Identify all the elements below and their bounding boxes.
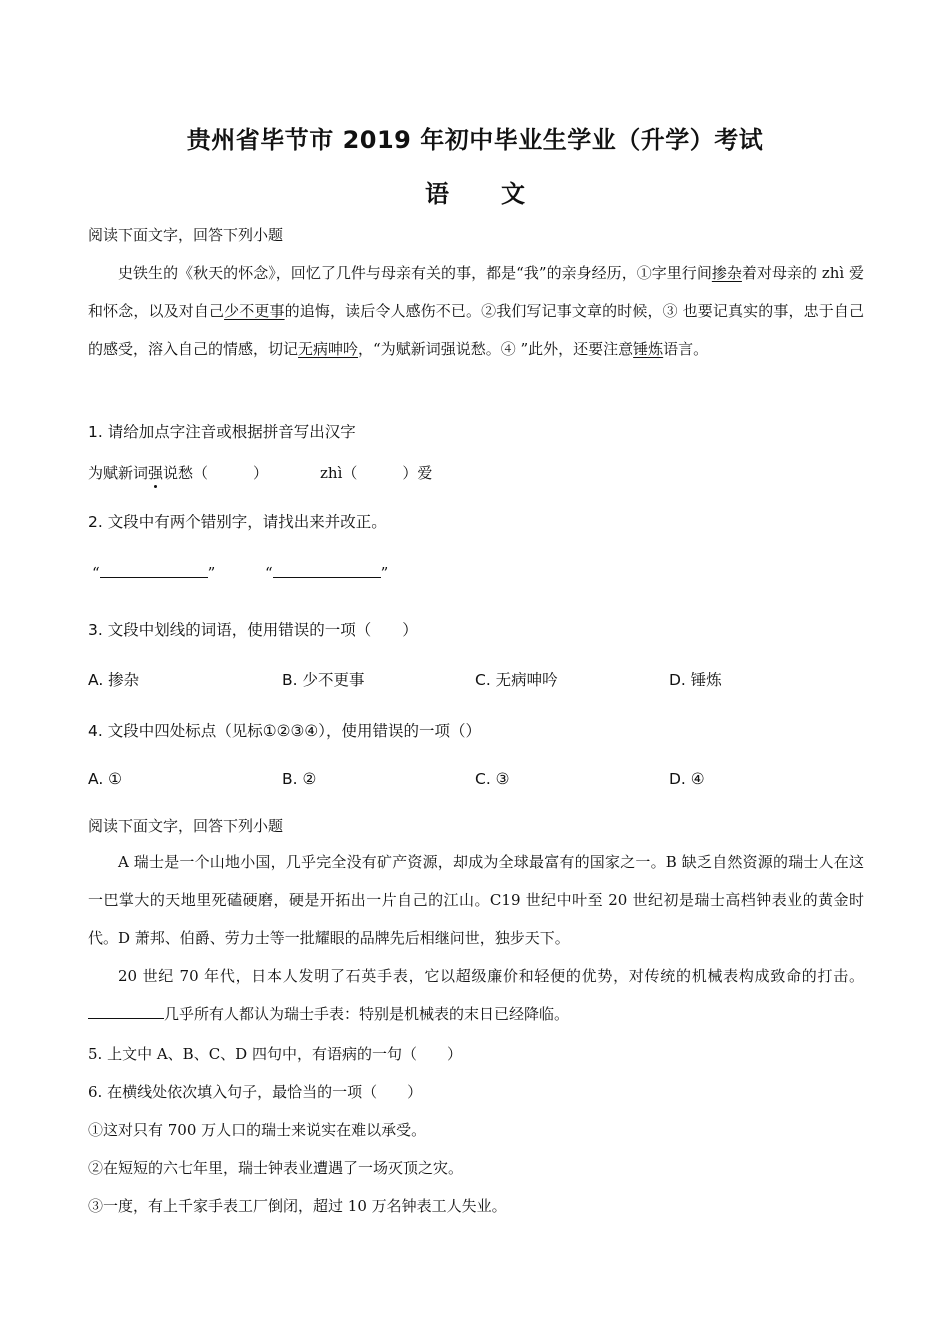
passage-text: 的追悔，读后令人感伤不已。②我们写记事文章的时候，③ 也要记真实的事，忠于自己的感受，溶入自己的情感，切记 bbox=[88, 302, 864, 358]
option-a[interactable]: A. 掺杂 bbox=[88, 671, 140, 689]
passage-text: 20 世纪 70 年代，日本人发明了石英手表，它以超级廉价和轻便的优势，对传统的机械表构成致命的打击。 bbox=[118, 967, 864, 985]
question-1: 1. 请给加点字注音或根据拼音写出汉字 bbox=[88, 423, 356, 441]
q1-text: 说愁（ ） bbox=[163, 464, 269, 482]
question-1-item-2: zhì（ ）爱 bbox=[320, 464, 433, 482]
passage-text: 着对母亲的 zhì 爱和怀念，以及对自己 bbox=[88, 264, 864, 320]
dotted-char: 强 bbox=[148, 464, 164, 482]
passage-text: 几乎所有人都认为瑞士手表：特别是机械表的末日已经降临。 bbox=[164, 1005, 570, 1023]
question-3: 3. 文段中划线的词语，使用错误的一项（ ） bbox=[88, 621, 418, 639]
passage-text: 语言。 bbox=[663, 340, 709, 358]
answer-blank-2[interactable] bbox=[265, 564, 388, 582]
blank-line[interactable] bbox=[273, 577, 381, 578]
sentence-1: ①这对只有 700 万人口的瑞士来说实在难以承受。 bbox=[88, 1121, 427, 1139]
quote-mark: “ bbox=[265, 564, 273, 582]
option-d[interactable]: D. 锤炼 bbox=[669, 671, 722, 689]
question-1-item-1 bbox=[88, 462, 268, 483]
underlined-word-1: 掺杂 bbox=[711, 264, 742, 282]
section2-paragraph-2 bbox=[88, 957, 864, 1033]
sentence-2: ②在短短的六七年里，瑞士钟表业遭遇了一场灭顶之灾。 bbox=[88, 1159, 464, 1177]
option-b[interactable]: B. 少不更事 bbox=[282, 671, 365, 689]
subject-char-2: 文 bbox=[501, 180, 525, 208]
question-2: 2. 文段中有两个错别字，请找出来并改正。 bbox=[88, 513, 387, 531]
question-6: 6. 在横线处依次填入句子，最恰当的一项（ ） bbox=[88, 1083, 423, 1101]
subject-char-1: 语 bbox=[425, 180, 449, 208]
section2-intro: 阅读下面文字，回答下列小题 bbox=[88, 817, 284, 835]
underlined-word-3: 无病呻吟 bbox=[298, 340, 359, 358]
subject-title bbox=[0, 174, 950, 209]
section2-paragraph-1: A 瑞士是一个山地小国，几乎完全没有矿产资源，却成为全球最富有的国家之一。B 缺乏自然资源的瑞士人在这一巴掌大的天地里死磕硬磨，硬是开拓出一片自己的江山。C19 世纪中叶至 20 世纪初是瑞士高档钟表业的黄金时代。D 萧邦、伯爵、劳力士等一批耀眼的品牌先后相继问世，独步天下。 bbox=[88, 853, 864, 947]
quote-mark: ” bbox=[207, 564, 216, 582]
underlined-word-4: 锤炼 bbox=[633, 340, 664, 358]
q1-text: 为赋新词 bbox=[88, 464, 149, 482]
passage-text: 史铁生的《秋天的怀念》，回忆了几件与母亲有关的事，都是“我”的亲身经历，①字里行间 bbox=[118, 264, 712, 282]
section1-intro: 阅读下面文字，回答下列小题 bbox=[88, 226, 284, 244]
quote-mark: “ bbox=[92, 564, 100, 582]
option-d[interactable]: D. ④ bbox=[669, 770, 705, 788]
section1-passage bbox=[88, 254, 864, 368]
option-c[interactable]: C. 无病呻吟 bbox=[475, 671, 558, 689]
sentence-3: ③一度，有上千家手表工厂倒闭，超过 10 万名钟表工人失业。 bbox=[88, 1197, 507, 1215]
passage-text: ，“为赋新词强说愁。④ ”此外，还要注意 bbox=[358, 340, 634, 358]
question-4: 4. 文段中四处标点（见标①②③④），使用错误的一项（） bbox=[88, 722, 482, 740]
option-c[interactable]: C. ③ bbox=[475, 770, 510, 788]
exam-title: 贵州省毕节市 2019 年初中毕业生学业（升学）考试 bbox=[186, 126, 764, 154]
underlined-word-2: 少不更事 bbox=[224, 302, 285, 320]
fill-blank-line[interactable] bbox=[88, 1018, 164, 1019]
quote-mark: ” bbox=[380, 564, 389, 582]
option-b[interactable]: B. ② bbox=[282, 770, 317, 788]
blank-line[interactable] bbox=[100, 577, 208, 578]
answer-blank-1[interactable] bbox=[92, 564, 215, 582]
question-5: 5. 上文中 A、B、C、D 四句中，有语病的一句（ ） bbox=[88, 1045, 462, 1063]
option-a[interactable]: A. ① bbox=[88, 770, 123, 788]
